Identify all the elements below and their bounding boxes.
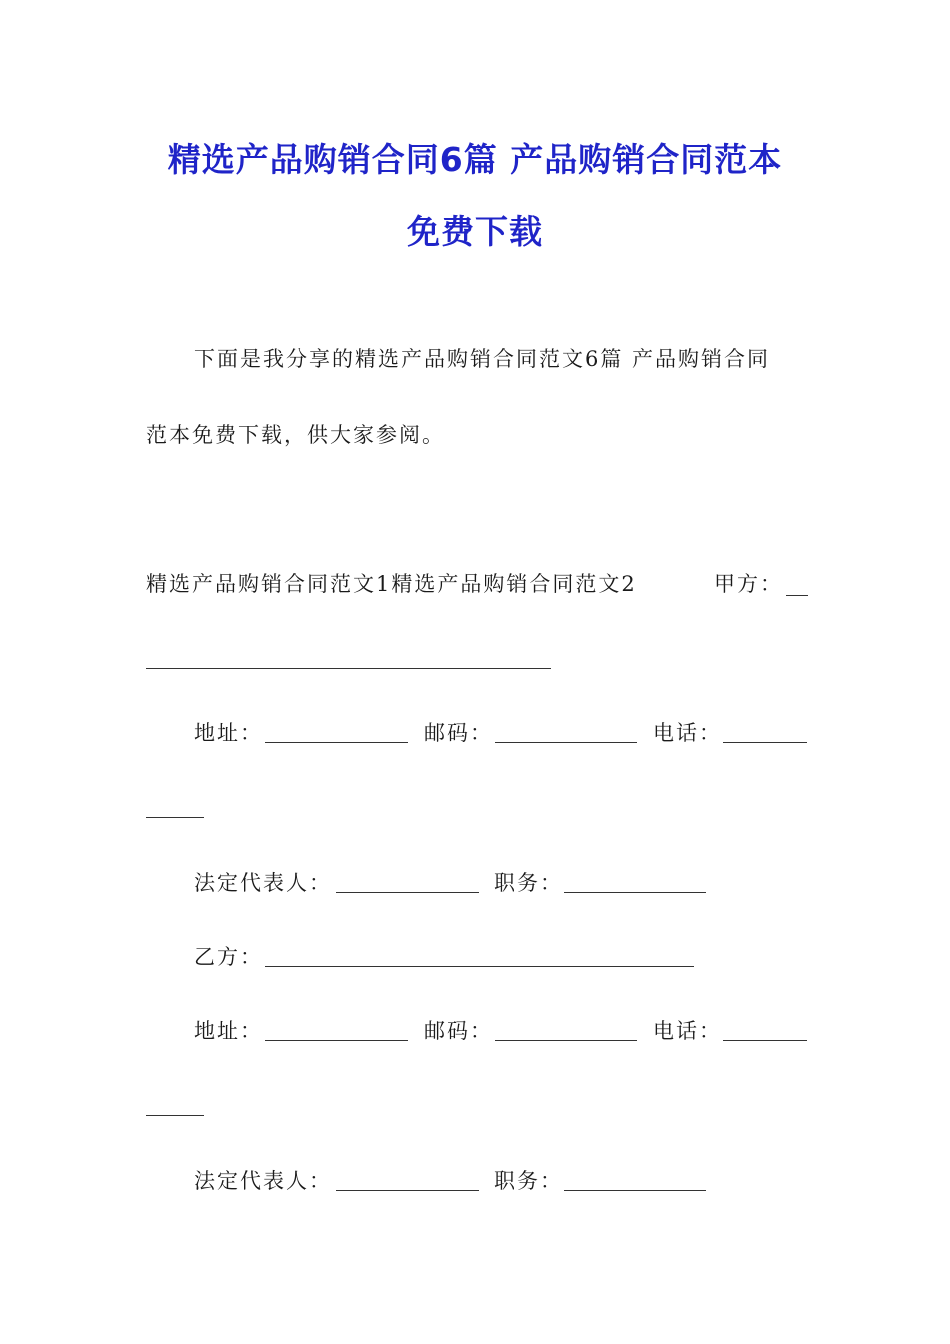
intro-paragraph-line-1: 下面是我分享的精选产品购销合同范文6篇 产品购销合同 xyxy=(194,347,771,371)
party-a-blank xyxy=(146,668,551,669)
party-b-phone-blank-cont xyxy=(146,1115,204,1116)
party-a-address-label: 地址： xyxy=(194,721,263,745)
toc-line: 精选产品购销合同范文1精选产品购销合同范文2 xyxy=(146,572,637,596)
party-b-postcode-blank xyxy=(495,1040,637,1041)
party-b-position-label: 职务： xyxy=(494,1169,563,1193)
document-title-line-2: 免费下载 xyxy=(407,212,543,251)
party-a-postcode-label: 邮码： xyxy=(424,721,493,745)
party-a-legal-rep-label: 法定代表人： xyxy=(194,871,332,895)
party-b-legal-rep-label: 法定代表人： xyxy=(194,1169,332,1193)
party-a-phone-blank-cont xyxy=(146,817,204,818)
party-b-address-blank xyxy=(265,1040,408,1041)
party-b-phone-label: 电话： xyxy=(653,1019,722,1043)
party-b-postcode-label: 邮码： xyxy=(424,1019,493,1043)
party-a-position-label: 职务： xyxy=(494,871,563,895)
party-b-legal-rep-blank xyxy=(336,1190,479,1191)
party-a-postcode-blank xyxy=(495,742,637,743)
party-b-phone-blank xyxy=(723,1040,807,1041)
party-a-phone-blank xyxy=(723,742,807,743)
document-title-line-1: 精选产品购销合同6篇 产品购销合同范本 xyxy=(167,140,783,179)
party-a-label: 甲方： xyxy=(714,572,783,596)
intro-paragraph-line-2: 范本免费下载，供大家参阅。 xyxy=(146,423,445,447)
party-a-position-blank xyxy=(564,892,706,893)
party-b-position-blank xyxy=(564,1190,706,1191)
party-a-blank-start xyxy=(786,595,808,596)
party-b-blank xyxy=(265,966,694,967)
party-b-address-label: 地址： xyxy=(194,1019,263,1043)
party-a-legal-rep-blank xyxy=(336,892,479,893)
party-b-label: 乙方： xyxy=(194,945,263,969)
party-a-address-blank xyxy=(265,742,408,743)
party-a-phone-label: 电话： xyxy=(653,721,722,745)
